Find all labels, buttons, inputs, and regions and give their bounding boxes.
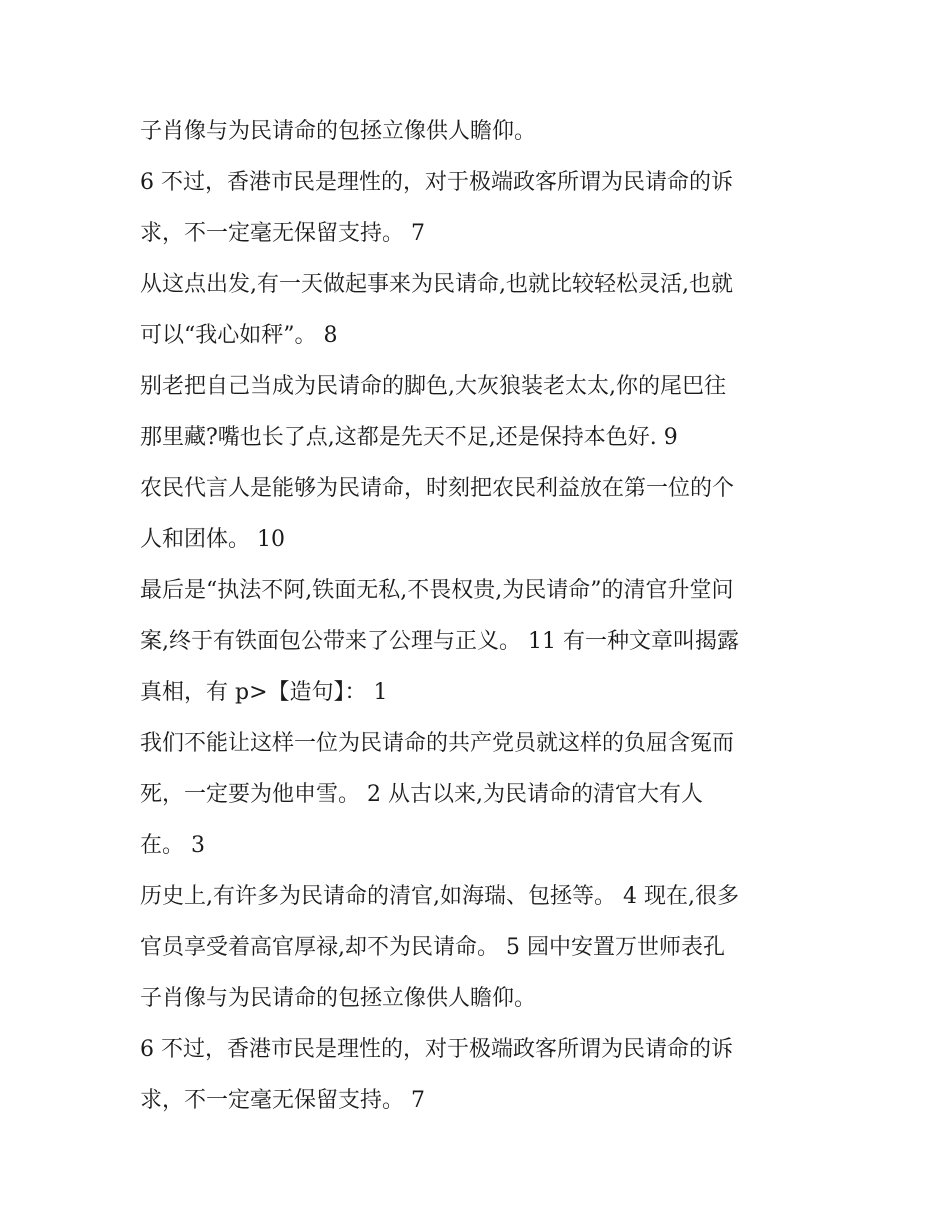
text-line: 历史上,有许多为民请命的清官,如海瑞、包拯等。 4 现在,很多 (140, 884, 739, 909)
text-line: 农民代言人是能够为民请命，时刻把农民利益放在第一位的个 (140, 476, 735, 501)
text-line: 真相，有 p>【造句】： 1 (140, 680, 388, 705)
text-line: 死，一定要为他申雪。 2 从古以来,为民请命的清官大有人 (140, 782, 703, 807)
text-line: 那里藏?嘴也长了点,这都是先天不足,还是保持本色好. 9 (140, 425, 678, 450)
text-line: 从这点出发,有一天做起事来为民请命,也就比较轻松灵活,也就 (140, 272, 733, 297)
text-line: 最后是“执法不阿,铁面无私,不畏权贵,为民请命”的清官升堂问 (140, 578, 734, 603)
text-line: 人和团体。 10 (140, 527, 285, 552)
text-line: 子肖像与为民请命的包拯立像供人瞻仰。 (140, 986, 537, 1011)
text-line: 在。 3 (140, 833, 205, 858)
text-line: 别老把自己当成为民请命的脚色,大灰狼装老太太,你的尾巴往 (140, 374, 726, 399)
text-line: 6 不过，香港市民是理性的，对于极端政客所谓为民请命的诉 (140, 170, 733, 195)
document-body (140, 106, 820, 1126)
text-line: 我们不能让这样一位为民请命的共产党员就这样的负屈含冤而 (140, 731, 735, 756)
text-line: 6 不过，香港市民是理性的，对于极端政客所谓为民请命的诉 (140, 1037, 733, 1062)
text-line: 求，不一定毫无保留支持。 7 (140, 1088, 425, 1113)
text-line: 子肖像与为民请命的包拯立像供人瞻仰。 (140, 119, 537, 144)
text-line: 官员享受着高官厚禄,却不为民请命。 5 园中安置万世师表孔 (140, 935, 725, 960)
text-line: 案,终于有铁面包公带来了公理与正义。 11 有一种文章叫揭露 (140, 629, 739, 654)
text-line: 求，不一定毫无保留支持。 7 (140, 221, 425, 246)
text-line: 可以“我心如秤”。 8 (140, 323, 338, 348)
